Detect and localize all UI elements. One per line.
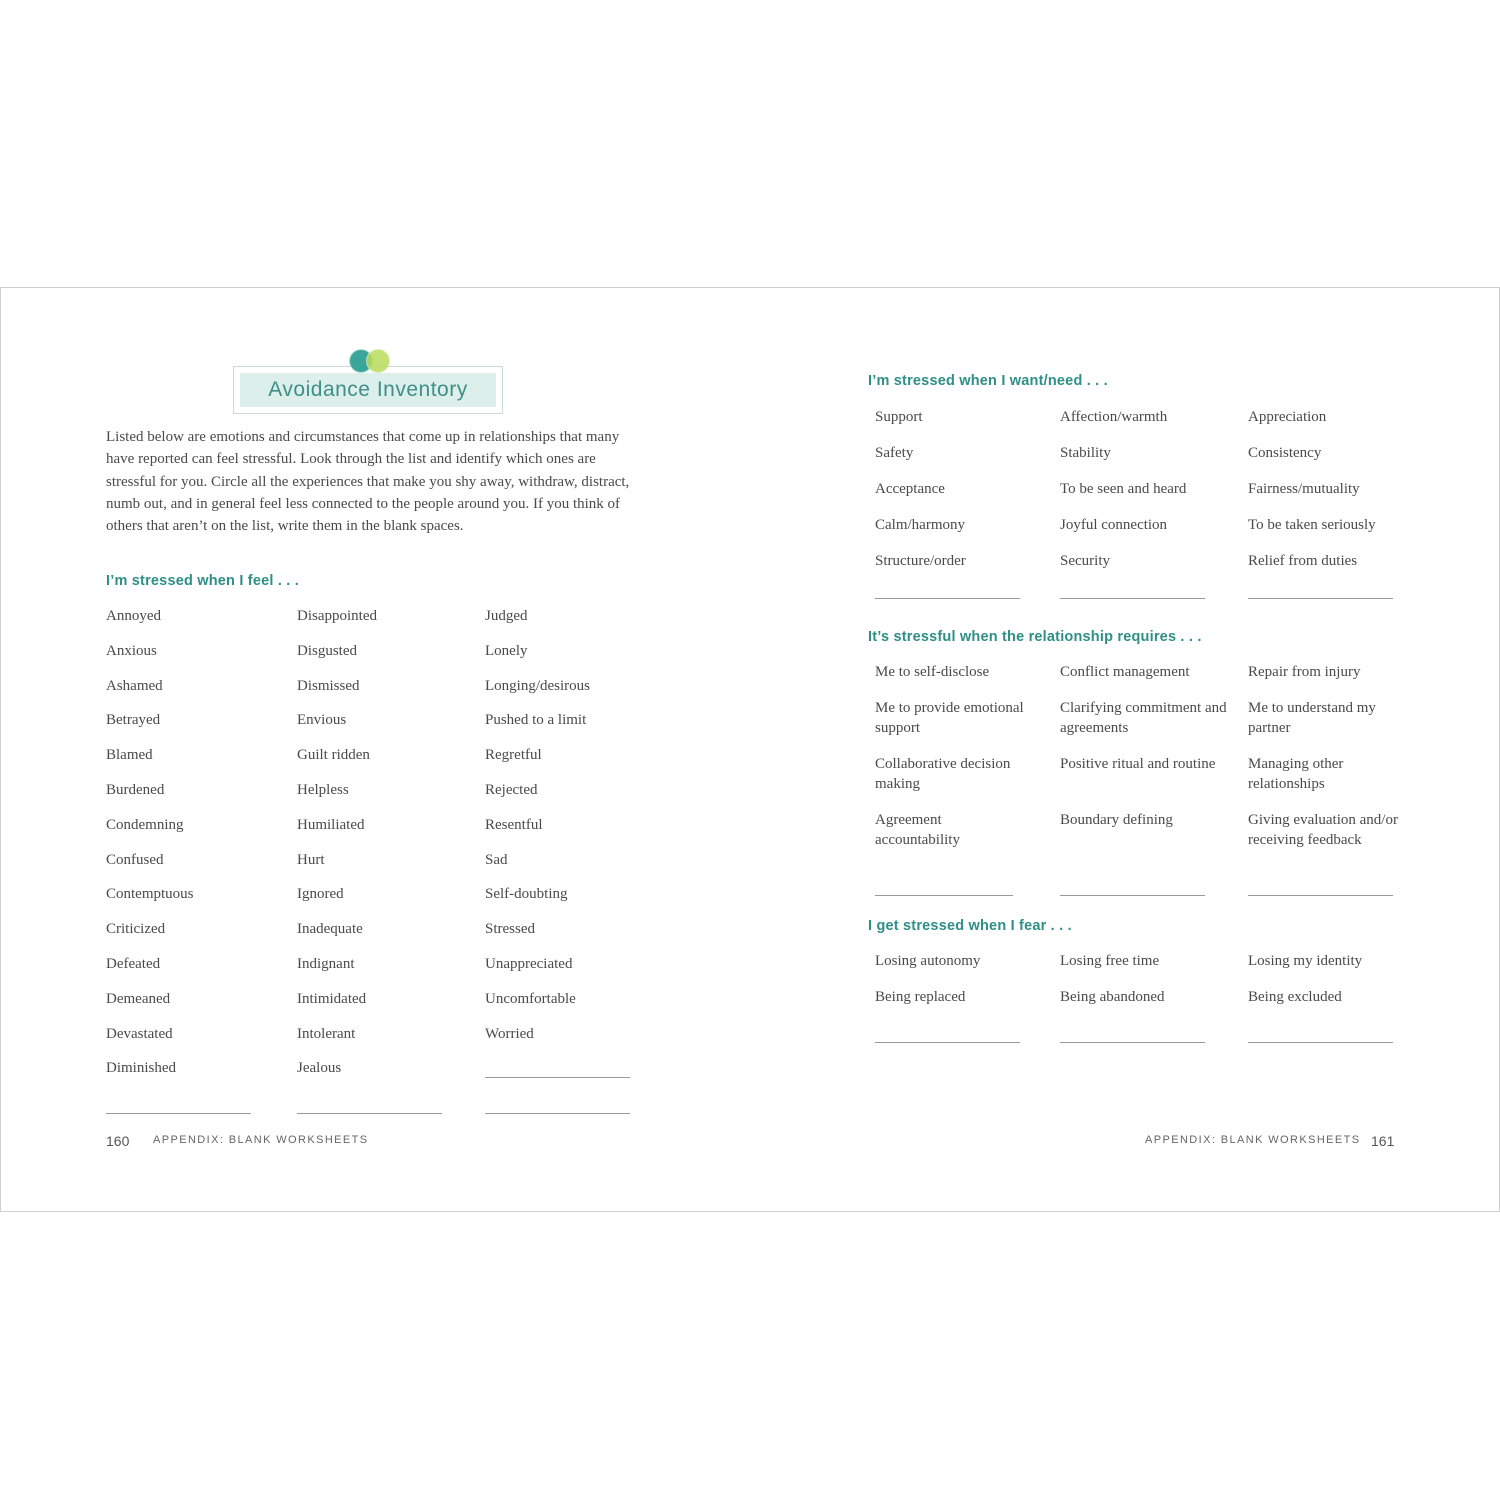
blank-line[interactable] bbox=[875, 598, 1020, 599]
blank-line[interactable] bbox=[1060, 1042, 1205, 1043]
list-item: Support bbox=[875, 409, 923, 425]
list-item: Boundary defining bbox=[1060, 812, 1173, 828]
want-heading: I’m stressed when I want/need . . . bbox=[868, 373, 1108, 389]
page-title: Avoidance Inventory bbox=[268, 378, 468, 401]
list-item: Giving evaluation and/or receiving feedback bbox=[1248, 812, 1398, 848]
intro-paragraph: Listed below are emotions and circumstances that come up in relationships that many have reported can feel stressful. Look through the list and identify which ones are stressful for you. Circle all the experiences that make you shy away, withdraw, distract, numb out, and in general feel less connected to the people around you. If you think of others that aren’t on the list, write them in the blank spaces. bbox=[106, 429, 630, 535]
list-item: Intimidated bbox=[297, 990, 367, 1007]
list-item: Stability bbox=[1060, 445, 1111, 461]
list-item: To be taken seriously bbox=[1248, 517, 1376, 533]
list-item: Guilt ridden bbox=[297, 747, 370, 764]
list-item: Contemptuous bbox=[106, 886, 194, 903]
list-item: Conflict management bbox=[1060, 664, 1190, 680]
list-item: Resentful bbox=[485, 816, 543, 833]
list-item: Sad bbox=[485, 851, 508, 868]
list-item: Collaborative decision making bbox=[875, 756, 1011, 792]
list-item: Confused bbox=[106, 851, 164, 868]
footer-left: APPENDIX: BLANK WORKSHEETS bbox=[153, 1134, 369, 1146]
list-item: Security bbox=[1060, 553, 1110, 569]
list-item: Affection/warmth bbox=[1060, 409, 1168, 425]
list-item: Managing other relationships bbox=[1248, 756, 1344, 792]
list-item: Fairness/mutuality bbox=[1248, 481, 1360, 497]
list-item: Self-doubting bbox=[485, 886, 568, 903]
list-item: Condemning bbox=[106, 816, 184, 833]
list-item: Being excluded bbox=[1248, 989, 1342, 1005]
list-item: Uncomfortable bbox=[485, 990, 576, 1007]
list-item: Demeaned bbox=[106, 990, 171, 1007]
blank-line[interactable] bbox=[106, 1113, 251, 1114]
list-item: Judged bbox=[485, 608, 528, 624]
list-item: Clarifying commitment and agreements bbox=[1060, 700, 1227, 736]
blank-line[interactable] bbox=[1248, 1042, 1393, 1043]
list-item: To be seen and heard bbox=[1060, 481, 1187, 497]
list-item: Betrayed bbox=[106, 712, 161, 729]
blank-line[interactable] bbox=[1060, 598, 1205, 599]
list-item: Helpless bbox=[297, 782, 349, 798]
list-item: Longing/desirous bbox=[485, 677, 590, 694]
blank-line[interactable] bbox=[297, 1113, 442, 1114]
list-item: Stressed bbox=[485, 921, 535, 938]
list-item: Jealous bbox=[297, 1060, 342, 1077]
list-item: Acceptance bbox=[875, 481, 945, 497]
list-item: Safety bbox=[875, 445, 914, 461]
list-item: Unappreciated bbox=[485, 956, 573, 972]
feel-heading: I’m stressed when I feel . . . bbox=[106, 573, 299, 589]
list-item: Devastated bbox=[106, 1025, 173, 1042]
list-item: Pushed to a limit bbox=[485, 712, 587, 729]
list-item: Rejected bbox=[485, 782, 538, 798]
list-item: Consistency bbox=[1248, 445, 1322, 461]
blank-line[interactable] bbox=[485, 1113, 630, 1114]
list-item: Intolerant bbox=[297, 1025, 356, 1042]
list-item: Relief from duties bbox=[1248, 553, 1358, 569]
list-item: Calm/harmony bbox=[875, 517, 965, 533]
list-item: Lonely bbox=[485, 642, 528, 659]
list-item: Being replaced bbox=[875, 989, 966, 1005]
list-item: Blamed bbox=[106, 747, 153, 764]
list-item: Disgusted bbox=[297, 642, 357, 659]
footer-right: APPENDIX: BLANK WORKSHEETS bbox=[1145, 1134, 1361, 1146]
list-item: Dismissed bbox=[297, 677, 360, 694]
list-item: Burdened bbox=[106, 782, 165, 798]
list-item: Disappointed bbox=[297, 608, 377, 624]
list-item: Criticized bbox=[106, 921, 166, 938]
blank-line[interactable] bbox=[1060, 895, 1205, 896]
list-item: Appreciation bbox=[1248, 409, 1327, 425]
list-item: Positive ritual and routine bbox=[1060, 756, 1216, 772]
list-item: Annoyed bbox=[106, 608, 161, 624]
list-item: Being abandoned bbox=[1060, 989, 1165, 1005]
list-item: Losing autonomy bbox=[875, 953, 981, 969]
list-item: Me to understand my partner bbox=[1248, 700, 1376, 736]
page-number-right: 161 bbox=[1371, 1133, 1395, 1149]
blank-line[interactable] bbox=[875, 1042, 1020, 1043]
list-item: Diminished bbox=[106, 1060, 176, 1077]
list-item: Me to provide emotional support bbox=[875, 700, 1024, 736]
list-item: Agreement accountability bbox=[875, 812, 960, 848]
page-number-left: 160 bbox=[106, 1133, 130, 1149]
list-item: Defeated bbox=[106, 956, 161, 972]
list-item: Ashamed bbox=[106, 677, 163, 694]
list-item: Losing free time bbox=[1060, 953, 1160, 969]
list-item: Inadequate bbox=[297, 921, 363, 938]
list-item: Anxious bbox=[106, 642, 157, 659]
list-item: Indignant bbox=[297, 956, 355, 972]
list-item: Worried bbox=[485, 1025, 534, 1042]
list-item: Envious bbox=[297, 712, 347, 729]
blank-line[interactable] bbox=[875, 895, 1013, 896]
list-item: Losing my identity bbox=[1248, 953, 1363, 969]
list-item: Structure/order bbox=[875, 553, 966, 569]
list-item: Regretful bbox=[485, 747, 542, 764]
list-item: Me to self-disclose bbox=[875, 664, 990, 680]
blank-line[interactable] bbox=[1248, 598, 1393, 599]
green-circle-icon bbox=[366, 349, 390, 373]
list-item: Humiliated bbox=[297, 816, 365, 833]
list-item: Ignored bbox=[297, 886, 344, 903]
blank-line[interactable] bbox=[1248, 895, 1393, 896]
list-item: Repair from injury bbox=[1248, 664, 1361, 680]
list-item: Hurt bbox=[297, 851, 325, 868]
list-item: Joyful connection bbox=[1060, 517, 1168, 533]
fear-heading: I get stressed when I fear . . . bbox=[868, 918, 1072, 934]
blank-line[interactable] bbox=[485, 1077, 630, 1078]
requires-heading: It’s stressful when the relationship requires . . . bbox=[868, 629, 1202, 645]
